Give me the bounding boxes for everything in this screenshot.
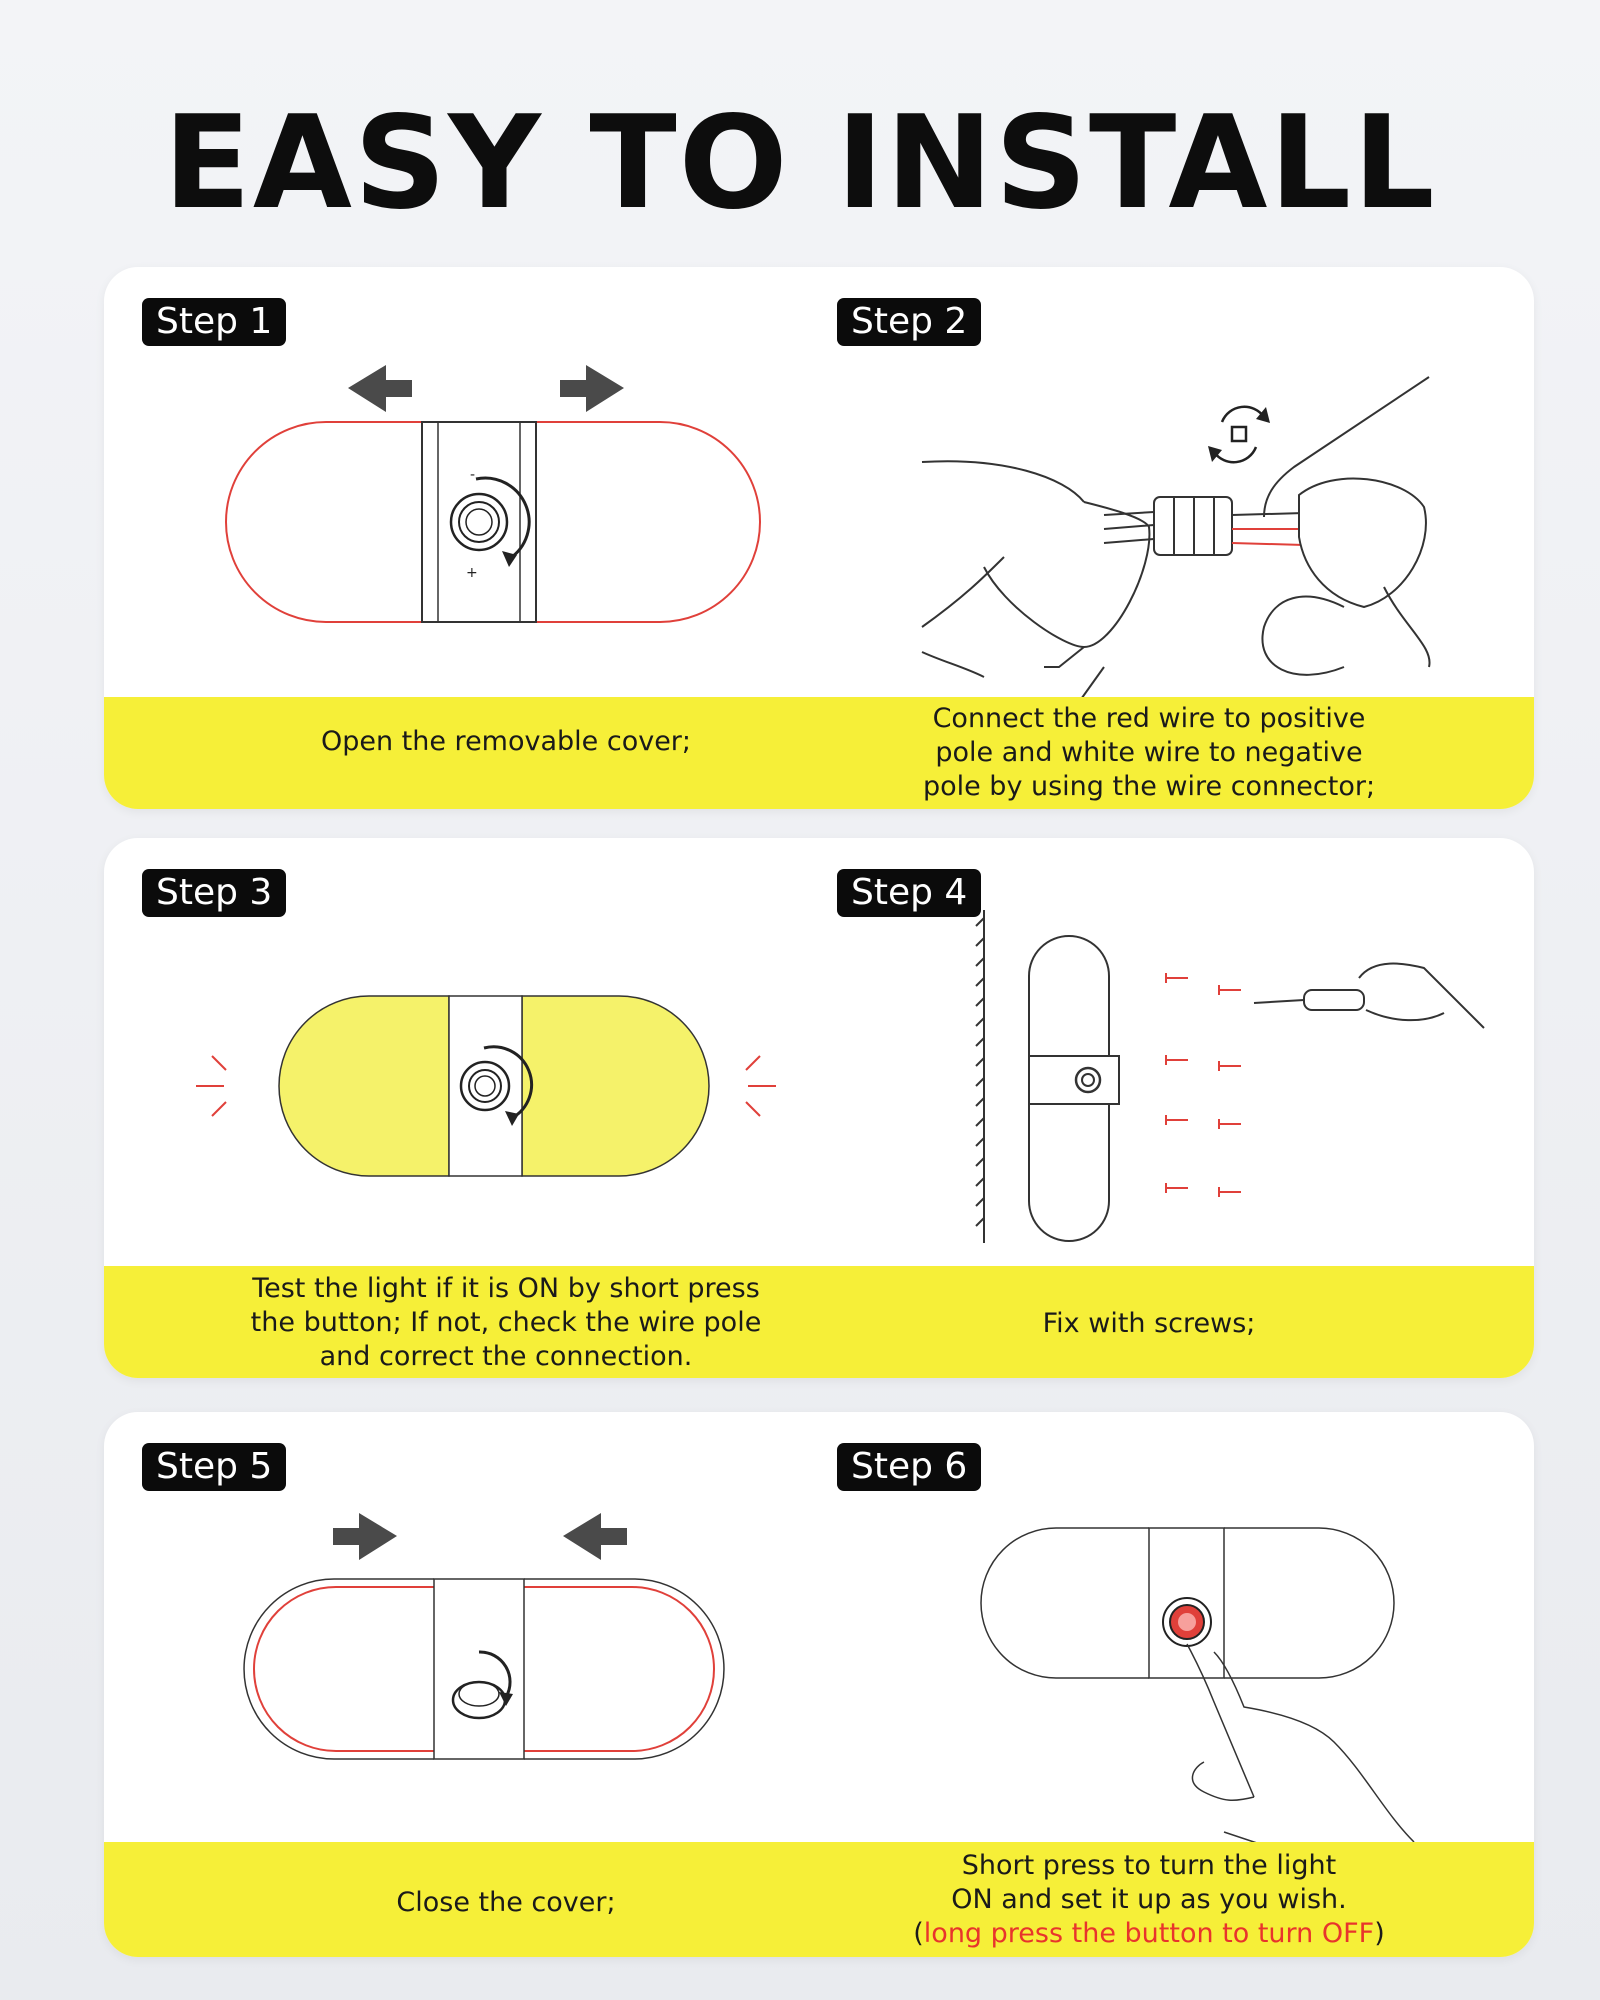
rotate-icon [1208, 407, 1270, 462]
step-2-caption [829, 702, 1469, 804]
step-card-1-2 [104, 267, 1534, 809]
step-badge-5: Step 5 [142, 1443, 286, 1491]
note-red-text: long press the button to turn OFF [923, 1918, 1375, 1949]
caption-line: Test the light if it is ON by short press [252, 1273, 760, 1304]
step-5-illustration [244, 1513, 724, 1759]
step-badge-3: Step 3 [142, 869, 286, 917]
step-badge-2: Step 2 [837, 298, 981, 346]
caption-line: ON and set it up as you wish. [951, 1884, 1347, 1915]
step-card-3-4 [104, 838, 1534, 1378]
step-6-illustration [981, 1528, 1414, 1862]
step-badge-4: Step 4 [837, 869, 981, 917]
step-5-caption [186, 1886, 826, 1920]
caption-note [829, 1917, 1469, 1951]
arrow-left-icon [563, 1513, 627, 1560]
caption-line: the button; If not, check the wire pole [250, 1307, 762, 1338]
arrow-right-icon [560, 365, 624, 412]
step-6-caption [829, 1849, 1469, 1951]
note-open-paren: ( [913, 1918, 924, 1949]
caption-line: Connect the red wire to positive [932, 703, 1366, 734]
note-close-paren: ) [1374, 1918, 1385, 1949]
step-badge-6: Step 6 [837, 1443, 981, 1491]
step-1-illustration [226, 267, 760, 622]
caption-line: Fix with screws; [1042, 1308, 1256, 1339]
caption-line: Open the removable cover; [320, 726, 692, 757]
step-3-caption [186, 1272, 826, 1374]
wall-icon [976, 910, 984, 1243]
caption-line: pole by using the wire connector; [922, 771, 1376, 802]
step-badge-1: Step 1 [142, 298, 286, 346]
screwdriver-icon [1254, 964, 1484, 1028]
svg-text:+: + [466, 565, 478, 581]
caption-line: Close the cover; [396, 1887, 616, 1918]
page-title: EASY TO INSTALL [163, 89, 1437, 238]
step-card-5-6 [104, 1412, 1534, 1957]
svg-text:-: - [470, 467, 476, 483]
power-button-icon [1163, 1598, 1211, 1646]
step-1-caption [186, 725, 826, 759]
arrow-left-icon [348, 365, 412, 412]
caption-line: pole and white wire to negative [935, 737, 1363, 768]
step-2-illustration [922, 377, 1430, 737]
screw-icon [1166, 973, 1241, 1197]
caption-line: Short press to turn the light [961, 1850, 1337, 1881]
caption-line: and correct the connection. [319, 1341, 693, 1372]
step-4-illustration [976, 910, 1484, 1243]
arrow-right-icon [333, 1513, 397, 1560]
step-3-illustration [196, 996, 776, 1176]
step-4-caption [829, 1307, 1469, 1341]
